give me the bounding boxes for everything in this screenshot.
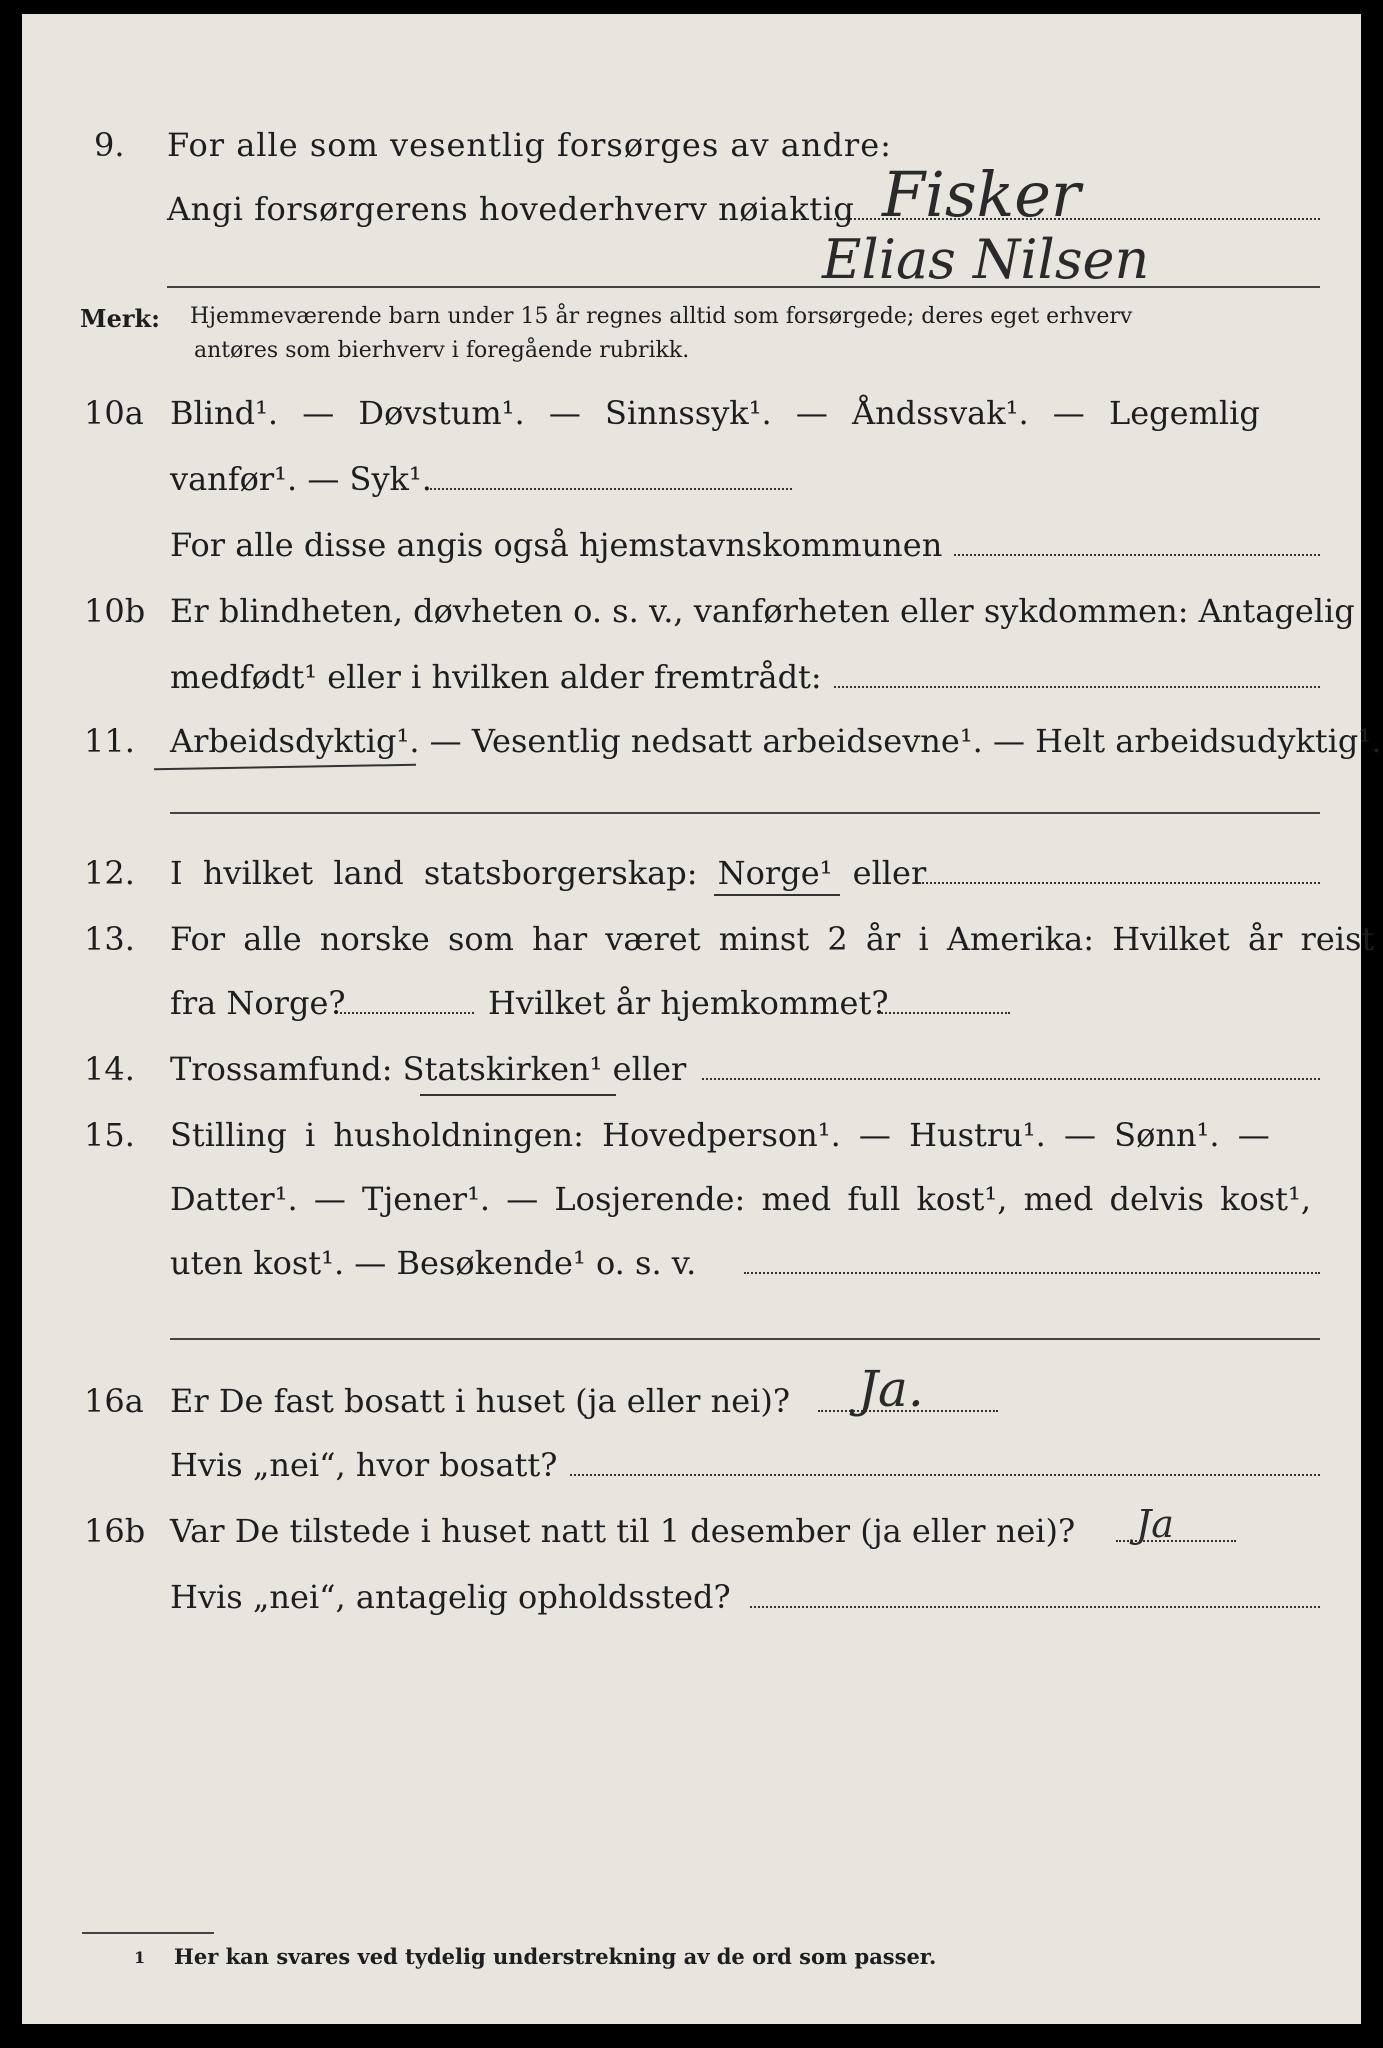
q14-underline-mark [420, 1094, 616, 1096]
q15-line3: uten kost¹. — Besøkende¹ o. s. v. [170, 1244, 697, 1282]
q16b-number: 16b [84, 1512, 146, 1550]
q13-reist-line [340, 1012, 474, 1014]
q16b-handwritten-answer: Ja [1136, 1502, 1174, 1546]
q15-answer-line2 [170, 1338, 1320, 1340]
q13-line1: For alle norske som har været minst 2 år i Amerika: Hvilket år reist [170, 920, 1375, 958]
q12-underline-mark [714, 894, 840, 896]
q16b-line1: Var De tilstede i huset natt til 1 desember (ja eller nei)? [170, 1512, 1076, 1550]
q16a-line1: Er De fast bosatt i huset (ja eller nei)? [170, 1382, 791, 1420]
q10a-answer-line [430, 488, 792, 490]
q16b-line2: Hvis „nei“, antagelig opholdssted? [170, 1578, 731, 1616]
q14-number: 14. [84, 1050, 135, 1088]
q14-line1: Trossamfund: Statskirken¹ eller [170, 1050, 687, 1088]
q10a-hjemstavn-line [954, 554, 1320, 556]
footnote-text: Her kan svares ved tydelig understrekning av de ord som passer. [174, 1944, 937, 1969]
q9-number: 9. [94, 126, 125, 164]
q15-line1: Stilling i husholdningen: Hovedperson¹. — Hustru¹. — Sønn¹. — [170, 1116, 1270, 1154]
q16a-line2: Hvis „nei“, hvor bosatt? [170, 1446, 558, 1484]
merk-line2: antøres som bierhverv i foregående rubrikk. [194, 338, 690, 363]
q11-answer-line [170, 812, 1320, 814]
q9-handwritten-answer1: Fisker [882, 158, 1081, 231]
footnote-mark: 1 [134, 1948, 146, 1967]
q10a-line3: For alle disse angis også hjemstavnskommunen [170, 526, 943, 564]
q10a-line2: vanfør¹. — Syk¹. [170, 460, 432, 498]
census-form-page [22, 14, 1382, 2024]
q9-line1: For alle som vesentlig forsørges av andre: [167, 126, 892, 164]
q14-answer-line [702, 1078, 1320, 1080]
merk-line1: Hjemmeværende barn under 15 år regnes alltid som forsørgede; deres eget erhverv [190, 304, 1133, 329]
q9-line2: Angi forsørgerens hovederhverv nøiaktig [167, 190, 855, 228]
q10a-number: 10a [84, 394, 144, 432]
q13-hjemkommet-line [878, 1012, 1010, 1014]
merk-label: Merk: [80, 304, 160, 333]
q15-answer-line [744, 1272, 1320, 1274]
q10b-number: 10b [84, 592, 146, 630]
q11-underline-mark [154, 764, 416, 771]
q12-answer-line [914, 882, 1320, 884]
q16b-answer-line [1116, 1540, 1236, 1542]
q13-number: 13. [84, 920, 135, 958]
q10a-line1: Blind¹. — Døvstum¹. — Sinnssyk¹. — Åndssvak¹. — Legemlig [170, 394, 1260, 432]
q10b-line1: Er blindheten, døvheten o. s. v., vanførheten eller sykdommen: Antagelig [170, 592, 1355, 630]
q16b-opholdssted-line [750, 1606, 1320, 1608]
q15-line2: Datter¹. — Tjener¹. — Losjerende: med full kost¹, med delvis kost¹, [170, 1180, 1312, 1218]
q11-line1: Arbeidsdyktig¹. — Vesentlig nedsatt arbeidsevne¹. — Helt arbeidsudyktig¹. [170, 722, 1382, 760]
q16a-handwritten-answer: Ja. [858, 1360, 924, 1418]
q11-number: 11. [84, 722, 135, 760]
q15-number: 15. [84, 1116, 135, 1154]
q9-handwritten-answer2: Elias Nilsen [822, 228, 1150, 291]
q13-line2a: fra Norge? [170, 984, 346, 1022]
q16a-number: 16a [84, 1382, 144, 1420]
q13-line2b: Hvilket år hjemkommet? [488, 984, 889, 1022]
footnote-separator [82, 1932, 214, 1934]
q12-number: 12. [84, 854, 135, 892]
q12-line1: I hvilket land statsborgerskap: Norge¹ eller [170, 854, 927, 892]
q10b-answer-line [834, 686, 1320, 688]
q10b-line2: medfødt¹ eller i hvilken alder fremtrådt: [170, 658, 822, 696]
q16a-bosatt-line [570, 1474, 1320, 1476]
